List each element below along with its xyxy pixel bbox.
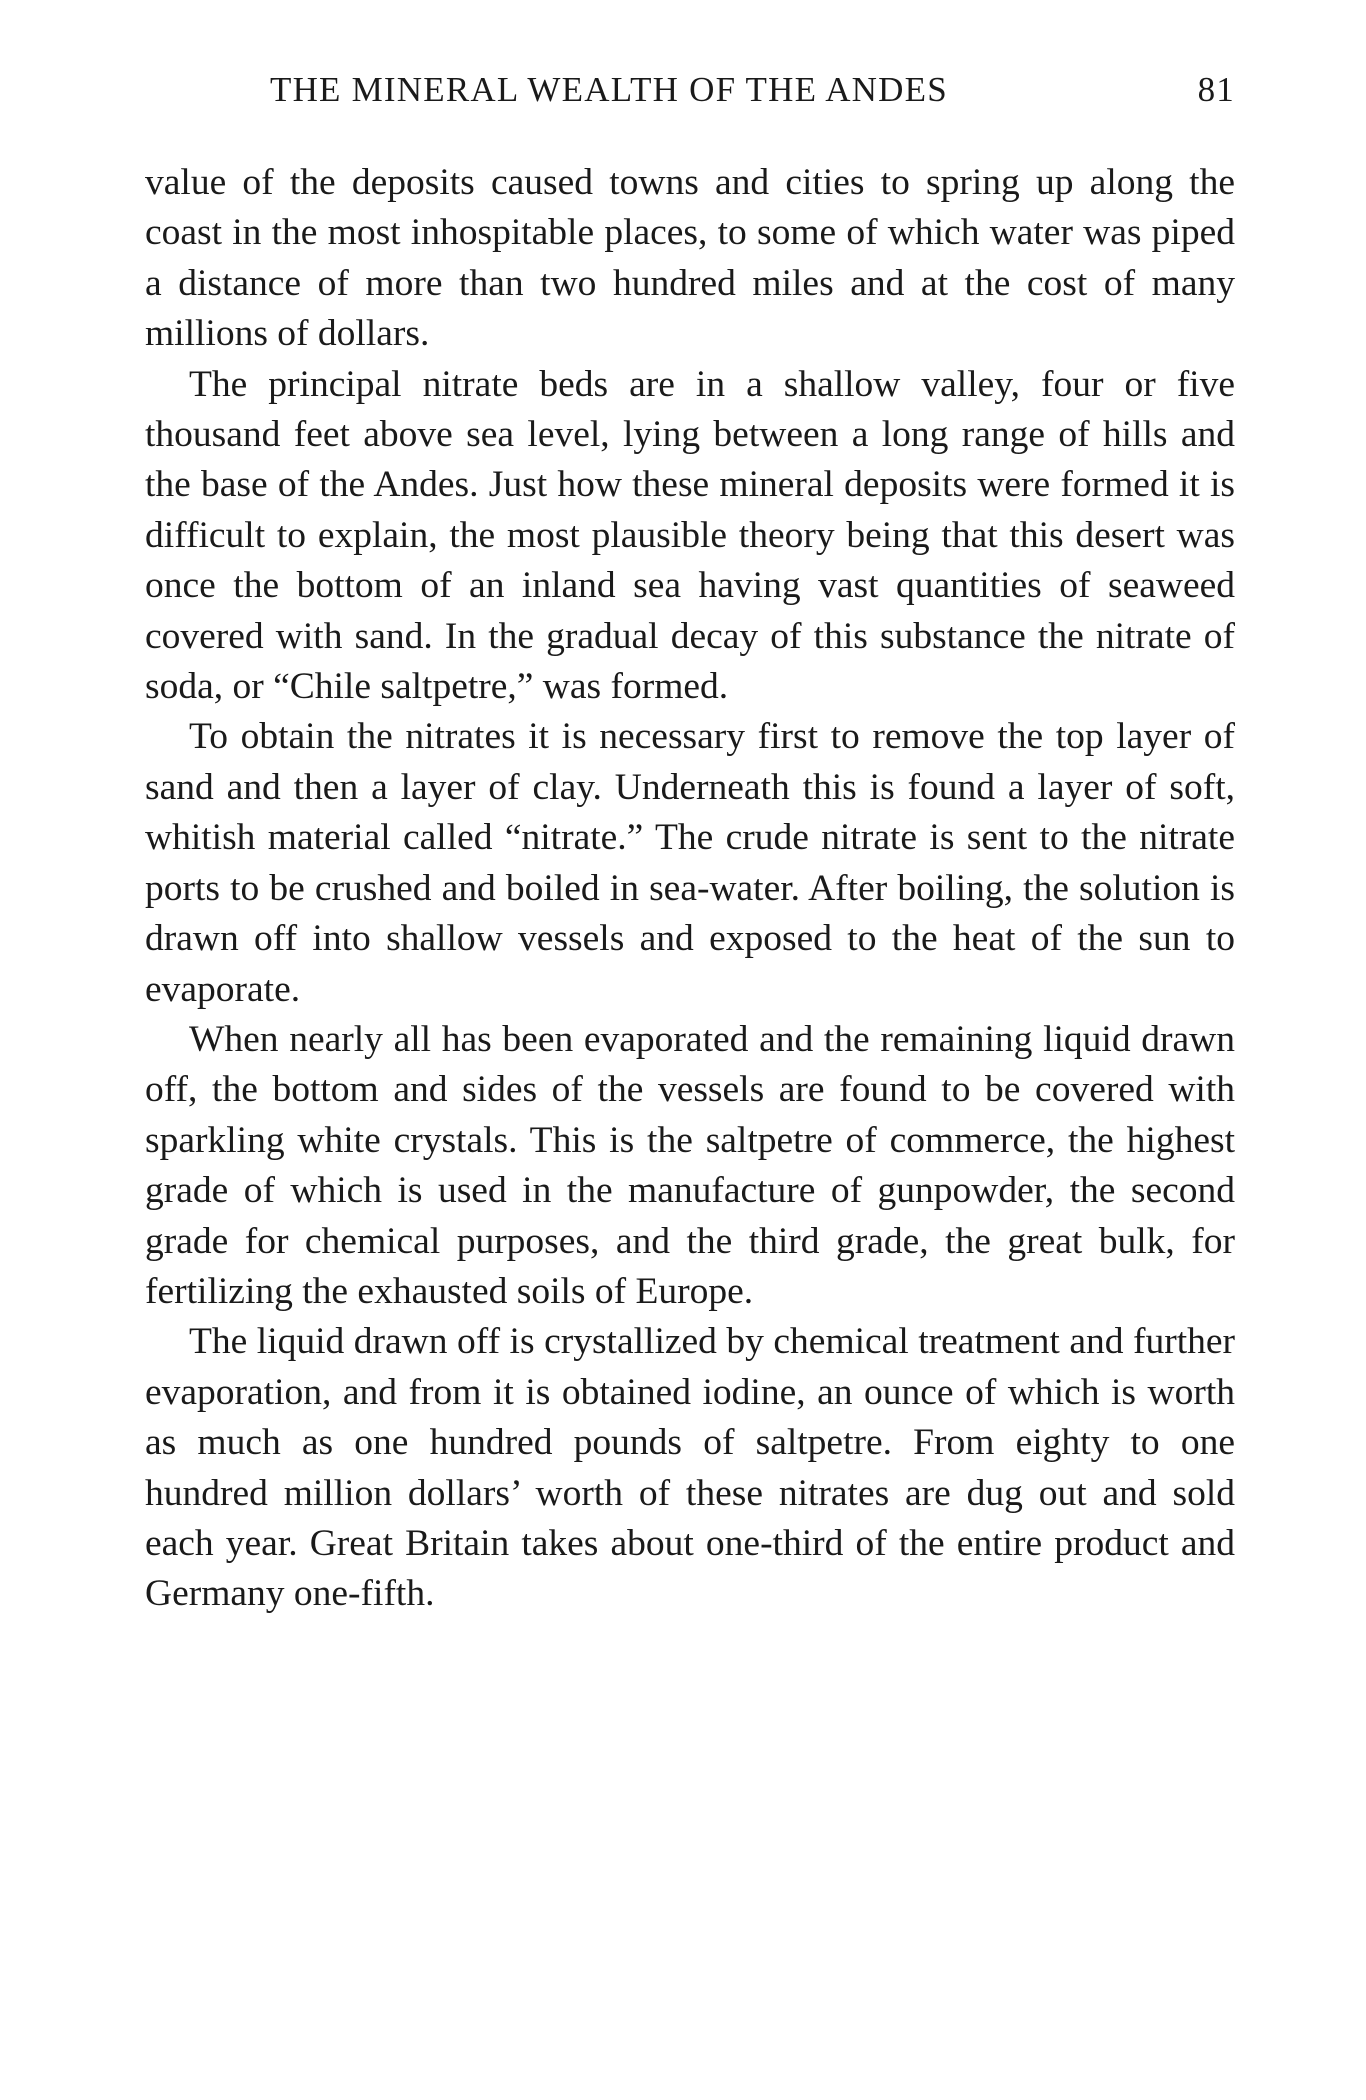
body-text [145,158,1235,1620]
book-page [145,60,1235,1620]
running-header [145,60,1235,120]
page-number: 81 [1197,70,1235,109]
paragraph-nitrate-beds: The principal nitrate beds are in a shallow valley, four or five thousand feet above sea level, lying between a long range of hills and the base of the Andes. Just how these mineral deposits were formed it is difficult to explain, the most plausible theory being that this desert was once the bottom of an inland sea having vast quantities of seaweed covered with sand. In the gradual decay of this substance the nitrate of soda, or “Chile saltpetre,” was formed. [145,363,1235,708]
paragraph-iodine: The liquid drawn off is crystallized by chemical treatment and further evaporation, and from it is obtained iodine, an ounce of which is worth as much as one hundred pounds of saltpetre. From eighty to one hundred million dollars’ worth of these nitrates are dug out and sold each year. Great Britain takes about one-third of the entire product and Germany one-fifth. [145,1321,1235,1615]
paragraph-obtaining-nitrates: To obtain the nitrates it is necessary first to remove the top layer of sand and then a layer of clay. Underneath this is found a layer of soft, whitish material called “nitrate.” The crude nitrate is sent to the nitrate ports to be crushed and boiled in sea-water. After boiling, the solution is drawn off into shallow vessels and exposed to the heat of the sun to evaporate. [145,716,1235,1010]
paragraph-saltpetre: When nearly all has been evaporated and the remaining liquid drawn off, the bottom and sides of the vessels are found to be covered with sparkling white crystals. This is the saltpetre of commerce, the highest grade of which is used in the manufacture of gunpowder, the second grade for chemical purposes, and the third grade, the great bulk, for fertilizing the exhausted soils of Europe. [145,1018,1235,1312]
running-title: THE MINERAL WEALTH OF THE ANDES [270,70,948,109]
paragraph-continued: value of the deposits caused towns and cities to spring up along the coast in the most inhospitable places, to some of which water was piped a distance of more than two hundred miles and at the cost of many millions of dollars. [145,162,1235,355]
